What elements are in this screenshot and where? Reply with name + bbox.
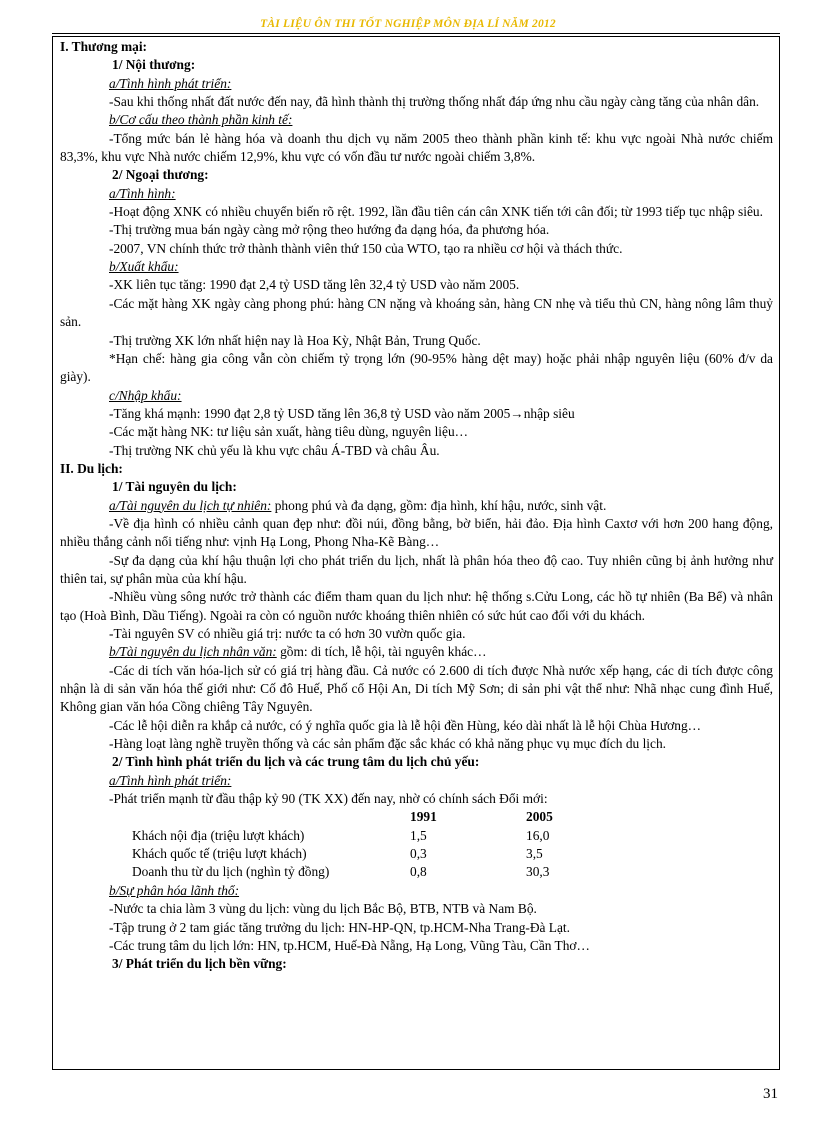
heading-structure: b/Cơ cấu theo thành phần kinh tế:: [109, 112, 293, 128]
section-title-tourism: II. Du lịch:: [60, 460, 123, 476]
paragraph: -Các lễ hội diễn ra khắp cả nước, có ý nghĩa quốc gia là lễ hội đền Hùng, kéo dài nhất là lễ hội Chùa Hương…: [109, 717, 702, 733]
heading-imports: c/Nhập khẩu:: [109, 387, 182, 403]
subsection-foreign-trade: 2/ Ngoại thương:: [112, 167, 209, 183]
tourism-stats-table: [132, 808, 616, 881]
table-row: [132, 827, 616, 845]
paragraph: -Thị trường NK chủ yếu là khu vực châu Á-TBD và châu Âu.: [109, 442, 440, 458]
section-title-trade: I. Thương mại:: [60, 39, 148, 54]
value-2005: 3,5: [526, 846, 543, 862]
paragraph: [60, 497, 773, 515]
heading-development: a/Tình hình phát triển:: [109, 75, 232, 91]
import-result-text: nhập siêu: [523, 405, 575, 421]
heading-territorial-differentiation: b/Sự phân hóa lãnh thổ:: [109, 882, 240, 898]
document-header: TÀI LIỆU ÔN THI TỐT NGHIỆP MÔN ĐỊA LÍ NĂM 2012: [260, 18, 556, 30]
heading-situation: a/Tình hình:: [109, 185, 176, 201]
value-1991: 1,5: [410, 827, 427, 843]
paragraph: -Thị trường XK lớn nhất hiện nay là Hoa Kỳ, Nhật Bản, Trung Quốc.: [109, 332, 481, 348]
paragraph: -Các di tích văn hóa-lịch sử có giá trị hàng đầu. Cả nước có 2.600 di tích được Nhà nước xếp hạng, các di tích được công nhận là di sản văn hóa thế giới như: Cố đô Huế, Phố cổ Hội An, Di tích Mỹ Sơn; di sản phi vật thể như: Nhã nhạc cung đình Huế, Không gian văn hóa Cồng chiêng Tây Nguyên.: [60, 662, 773, 715]
paragraph: -Hàng loạt làng nghề truyền thống và các sản phẩm đặc sắc khác có khả năng phục vụ mục đích du lịch.: [109, 736, 667, 752]
heading-tourism-development: a/Tình hình phát triển:: [109, 772, 232, 788]
paragraph: -Hoạt động XNK có nhiều chuyển biến rõ rệt. 1992, lần đầu tiên cán cân XNK tiến tới cân đối; từ 1993 tiếp tục nhập siêu.: [109, 204, 763, 220]
table-header-row: [132, 808, 616, 826]
paragraph: -Tập trung ở 2 tam giác tăng trưởng du lịch: HN-HP-QN, tp.HCM-Nha Trang-Đà Lạt.: [109, 919, 571, 935]
row-label: Khách nội địa (triệu lượt khách): [132, 827, 305, 843]
arrow-icon: →: [510, 405, 524, 421]
paragraph: -Nhiều vùng sông nước trở thành các điểm tham quan du lịch như: hệ thống s.Cửu Long, các hồ tự nhiên (Ba Bể) và nhân tạo (Hoà Bình, Dầu Tiếng). Ngoài ra còn có nguồn nước khoáng thiên nhiên có sức hút cao đối với du khách.: [60, 589, 773, 623]
year-1991-header: 1991: [410, 809, 437, 825]
paragraph: -Nước ta chia làm 3 vùng du lịch: vùng du lịch Bắc Bộ, BTB, NTB và Nam Bộ.: [109, 901, 537, 917]
paragraph: [60, 643, 773, 661]
paragraph: -Các mặt hàng XK ngày càng phong phú: hàng CN nặng và khoáng sản, hàng CN nhẹ và tiểu thủ CN, hàng nông lâm thuỷ sản.: [60, 295, 773, 330]
document-body: [60, 38, 773, 974]
table-row: [132, 845, 616, 863]
paragraph: -Sự đa dạng của khí hậu thuận lợi cho phát triển du lịch, nhất là phân hóa theo độ cao. Tuy nhiên cũng bị ảnh hưởng như thiên tai, sự phân mùa của khí hậu.: [60, 552, 773, 586]
paragraph: -Các mặt hàng NK: tư liệu sản xuất, hàng tiêu dùng, nguyên liệu…: [109, 424, 469, 440]
paragraph: [60, 405, 773, 423]
value-1991: 0,8: [410, 864, 427, 880]
paragraph: -Các trung tâm du lịch lớn: HN, tp.HCM, Huế-Đà Nẵng, Hạ Long, Vũng Tàu, Cần Thơ…: [109, 937, 590, 953]
heading-cultural-resources: b/Tài nguyên du lịch nhân văn:: [109, 644, 277, 660]
paragraph: -Phát triển mạnh từ đầu thập kỷ 90 (TK XX) đến nay, nhờ có chính sách Đổi mới:: [109, 791, 548, 807]
paragraph: -XK liên tục tăng: 1990 đạt 2,4 tỷ USD tăng lên 32,4 tỷ USD vào năm 2005.: [109, 277, 520, 293]
subsection-sustainable-tourism: 3/ Phát triển du lịch bền vững:: [112, 956, 287, 972]
page-number: 31: [763, 1086, 778, 1102]
paragraph: -2007, VN chính thức trở thành thành viên thứ 150 của WTO, tạo ra nhiều cơ hội và thách thức.: [109, 240, 623, 256]
subsection-tourism-development: 2/ Tình hình phát triển du lịch và các trung tâm du lịch chủ yếu:: [112, 754, 480, 770]
paragraph: *Hạn chế: hàng gia công vẫn còn chiếm tỷ trọng lớn (90-95% hàng dệt may) hoặc phải nhập nguyên liệu (60% đ/v da giày).: [60, 350, 773, 385]
paragraph: -Sau khi thống nhất đất nước đến nay, đã hình thành thị trường thống nhất đáp ứng nhu cầu ngày càng tăng của nhân dân.: [109, 94, 760, 110]
heading-natural-resources: a/Tài nguyên du lịch tự nhiên:: [109, 497, 272, 513]
paragraph: -Tài nguyên SV có nhiều giá trị: nước ta có hơn 30 vườn quốc gia.: [109, 626, 466, 641]
header-rule: [52, 33, 780, 34]
value-2005: 16,0: [526, 827, 550, 843]
table-row: [132, 863, 616, 881]
paragraph: -Thị trường mua bán ngày càng mở rộng theo hướng đa dạng hóa, đa phương hóa.: [109, 222, 550, 238]
heading-exports: b/Xuất khẩu:: [109, 259, 179, 275]
natural-resources-text: phong phú và đa dạng, gồm: địa hình, khí hậu, nước, sinh vật.: [271, 497, 607, 513]
import-growth-text: -Tăng khá mạnh: 1990 đạt 2,8 tỷ USD tăng lên 36,8 tỷ USD vào năm 2005: [109, 405, 511, 421]
paragraph: -Về địa hình có nhiều cảnh quan đẹp như: đồi núi, đồng bằng, bờ biển, hải đảo. Địa hình Caxtơ với hơn 200 hang động, nhiều thắng cảnh nổi tiếng như: vịnh Hạ Long, Phong Nha-Kẽ Bàng…: [60, 515, 773, 550]
subsection-tourism-resources: 1/ Tài nguyên du lịch:: [112, 479, 237, 495]
subsection-domestic-trade: 1/ Nội thương:: [112, 57, 196, 73]
paragraph: -Tổng mức bán lẻ hàng hóa và doanh thu dịch vụ năm 2005 theo thành phần kinh tế: khu vực ngoài Nhà nước chiếm 83,3%, khu vực Nhà nước chiếm 12,9%, khu vực có vốn đầu tư nước ngoài chiếm 3,8%.: [60, 130, 773, 165]
value-1991: 0,3: [410, 846, 427, 862]
row-label: Doanh thu từ du lịch (nghìn tỷ đồng): [132, 864, 330, 880]
row-label: Khách quốc tế (triệu lượt khách): [132, 846, 307, 862]
cultural-resources-text: gồm: di tích, lễ hội, tài nguyên khác…: [276, 644, 487, 660]
year-2005-header: 2005: [526, 809, 553, 825]
value-2005: 30,3: [526, 864, 550, 880]
